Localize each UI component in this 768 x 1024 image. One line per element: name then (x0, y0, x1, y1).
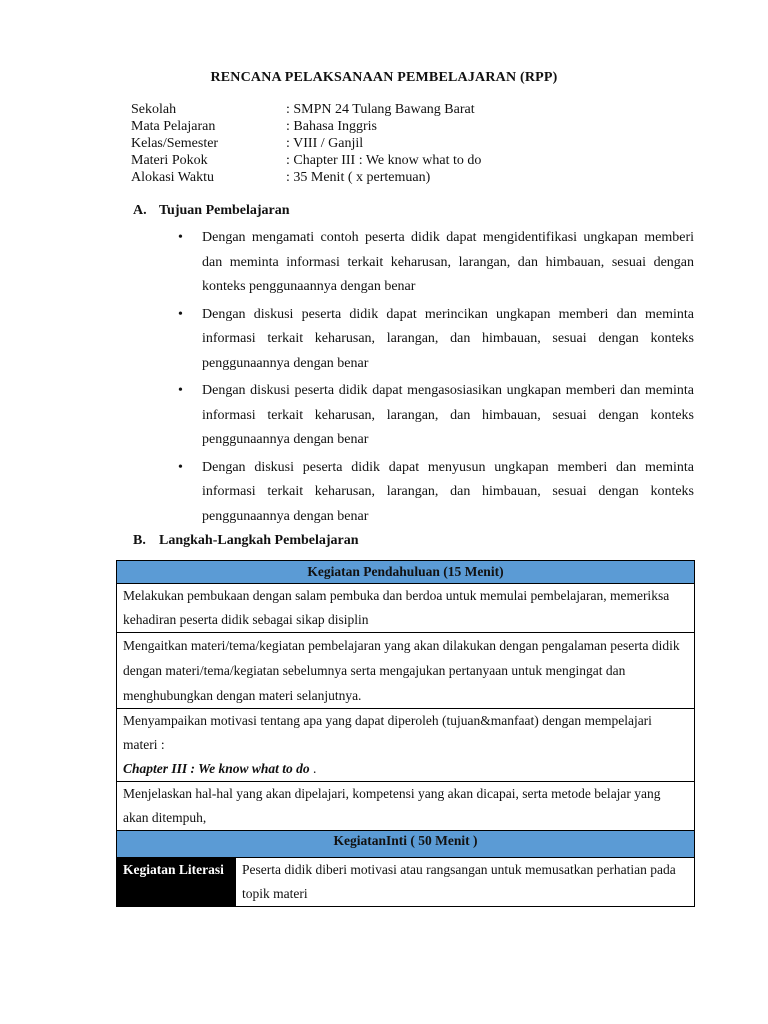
table-row (117, 561, 695, 584)
bullet-icon: • (178, 306, 183, 322)
section-letter: A. (133, 203, 147, 218)
section-b-heading (133, 533, 359, 549)
info-label: Alokasi Waktu (131, 170, 214, 185)
bullet-icon: • (178, 230, 183, 245)
table-row (117, 858, 695, 907)
bullet-icon: • (178, 383, 183, 398)
table-row (117, 709, 695, 782)
section-title: Langkah-Langkah Pembelajaran (159, 533, 359, 548)
info-value: : Bahasa Inggris (286, 119, 377, 134)
table-row (117, 633, 695, 709)
table-cell: Menjelaskan hal-hal yang akan dipelajari, kompetensi yang akan dicapai, serta metode belajar yang akan ditempuh, (117, 782, 695, 831)
objective-text: Dengan mengamati contoh peserta didik dapat mengidentifikasi ungkapan memberi dan meminta informasi terkait keharusan, larangan, dan himbauan, sesuai dengan konteks penggunaannya dengan benar (202, 230, 694, 294)
table-row (117, 782, 695, 831)
section-title: Tujuan Pembelajaran (159, 203, 290, 218)
info-label: Kelas/Semester (131, 136, 219, 151)
table-cell (117, 709, 695, 782)
chapter-title: Chapter III : We know what to do (123, 761, 310, 776)
info-label: Sekolah (131, 102, 177, 117)
learning-steps-table (116, 560, 695, 907)
table-cell: Mengaitkan materi/tema/kegiatan pembelajaran yang akan dilakukan dengan pengalaman peserta didik dengan materi/tema/kegiatan sebelumnya serta mengajukan pertanyaan untuk mengingat dan menghubungkan dengan materi selanjutnya. (117, 633, 695, 709)
inti-header: KegiatanInti ( 50 Menit ) (117, 831, 695, 858)
list-item (178, 456, 694, 530)
list-item (178, 379, 694, 453)
document-title: RENCANA PELAKSANAAN PEMBELAJARAN (RPP) (210, 70, 558, 85)
info-value: : Chapter III : We know what to do (286, 153, 482, 168)
table-cell: Melakukan pembukaan dengan salam pembuka dan berdoa untuk memulai pembelajaran, memeriksa kehadiran peserta didik sebagai sikap disiplin (117, 584, 695, 633)
table-row (117, 831, 695, 858)
table-row (117, 584, 695, 633)
table-cell: Peserta didik diberi motivasi atau rangsangan untuk memusatkan perhatian pada topik materi (236, 858, 695, 907)
literasi-label: Kegiatan Literasi (117, 858, 236, 907)
list-item (178, 303, 694, 377)
info-value: : 35 Menit ( x pertemuan) (286, 170, 431, 185)
objective-text: Dengan diskusi peserta didik dapat mengasosiasikan ungkapan memberi dan meminta informasi terkait keharusan, larangan, dan himbauan, sesuai dengan konteks penggunaannya dengan benar (202, 383, 694, 447)
info-value: : VIII / Ganjil (286, 136, 364, 151)
motivation-text: Menyampaikan motivasi tentang apa yang dapat diperoleh (tujuan&manfaat) dengan mempelajari materi : (123, 713, 652, 752)
info-label: Materi Pokok (131, 153, 208, 168)
objective-text: Dengan diskusi peserta didik dapat menyusun ungkapan memberi dan meminta informasi terkait keharusan, larangan, dan himbauan, sesuai dengan konteks penggunaannya dengan benar (202, 459, 694, 524)
pendahuluan-header: Kegiatan Pendahuluan (15 Menit) (117, 561, 695, 584)
info-label: Mata Pelajaran (131, 119, 216, 134)
section-letter: B. (133, 533, 146, 548)
list-item (178, 226, 694, 300)
section-a-heading (133, 203, 290, 219)
bullet-icon: • (178, 459, 183, 475)
objectives-list (178, 226, 694, 532)
objective-text: Dengan diskusi peserta didik dapat merincikan ungkapan memberi dan meminta informasi terkait keharusan, larangan, dan himbauan, sesuai dengan konteks penggunaannya dengan benar (202, 306, 694, 371)
info-value: : SMPN 24 Tulang Bawang Barat (286, 102, 475, 117)
chapter-suffix: . (309, 761, 317, 776)
